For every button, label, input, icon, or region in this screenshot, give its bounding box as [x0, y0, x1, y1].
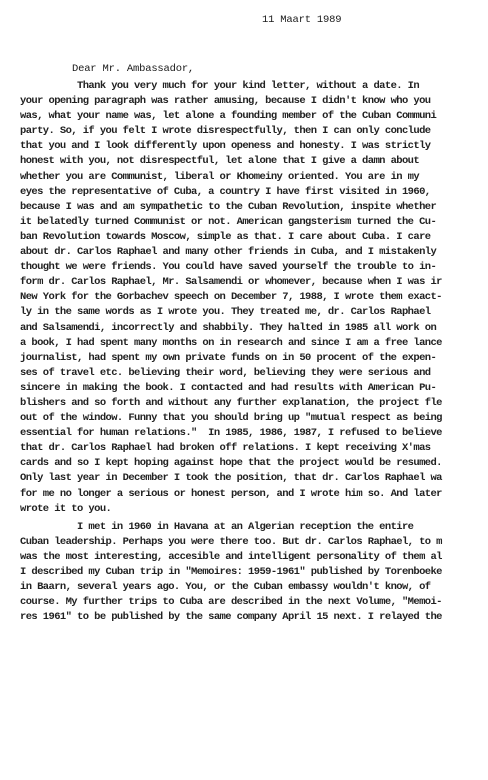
letter-line: about dr. Carlos Raphael and many other friends in Cuba, and I mistakenly — [20, 246, 437, 259]
letter-line: ses of travel etc. believing their word, believing they were serious and — [20, 366, 431, 379]
letter-line: that dr. Carlos Raphael had broken off relations. I kept receiving X'mas — [20, 442, 431, 455]
letter-line: form dr. Carlos Raphael, Mr. Salsamendi or whomever, because when I was ir — [20, 276, 442, 289]
letter-line: eyes the representative of Cuba, a country I have first visited in 1960, — [20, 185, 431, 198]
letter-line: for me no longer a serious or honest person, and I wrote him so. And later — [20, 487, 442, 500]
letter-line: because I was and am sympathetic to the Cuban Revolution, inspite whether — [20, 200, 437, 213]
letter-line: was, what your name was, let alone a founding member of the Cuban Communi — [20, 110, 437, 123]
letter-line: ly in the same words as I wrote you. They treated me, dr. Carlos Raphael — [20, 306, 431, 319]
letter-date: 11 Maart 1989 — [262, 14, 342, 26]
letter-line: course. My further trips to Cuba are described in the next Volume, "Memoi- — [20, 596, 442, 609]
letter-line: blishers and so forth and without any further explanation, the project fle — [20, 396, 442, 409]
letter-line: I met in 1960 in Havana at an Algerian reception the entire — [20, 520, 414, 533]
letter-line: sincere in making the book. I contacted and had results with American Pu- — [20, 381, 437, 394]
letter-line: I described my Cuban trip in "Memoires: 1959-1961" published by Torenboeke — [20, 566, 442, 578]
letter-line: ban Revolution towards Moscow, simple as that. I care about Cuba. I care — [20, 230, 431, 243]
letter-line: thought we were friends. You could have saved yourself the trouble to in- — [20, 261, 437, 274]
letter-line: party. So, if you felt I wrote disrespectfully, then I can only conclude — [20, 125, 431, 138]
letter-line: and Salsamendi, incorrectly and shabbily. They halted in 1985 all work on — [20, 321, 437, 334]
letter-line: Only last year in December I took the position, that dr. Carlos Raphael wa — [20, 472, 442, 485]
letter-line: Cuban leadership. Perhaps you were there too. But dr. Carlos Raphael, to m — [20, 535, 442, 548]
letter-salutation: Dear Mr. Ambassador, — [72, 63, 195, 75]
letter-line: your opening paragraph was rather amusing, because I didn't know who you — [20, 95, 431, 108]
letter-body — [20, 79, 486, 625]
letter-line: cards and so I kept hoping against hope that the project would be resumed. — [20, 457, 442, 470]
letter-line: a book, I had spent many months on in research and since I am a free lance — [20, 336, 442, 349]
letter-line: honest with you, not disrespectful, let alone that I give a damn about — [20, 155, 420, 168]
letter-line: was the most interesting, accesible and intelligent personality of them al — [20, 550, 442, 563]
letter-line: wrote it to you. — [20, 502, 112, 515]
letter-line: journalist, had spent my own private funds on in 50 procent of the expen- — [20, 351, 437, 364]
letter-line: New York for the Gorbachev speech on December 7, 1988, I wrote them exact- — [20, 291, 442, 304]
letter-line: whether you are Communist, liberal or Khomeiny oriented. You are in my — [20, 170, 420, 183]
letter-line: Thank you very much for your kind letter, without a date. In — [20, 80, 420, 92]
letter-line: it belatedly turned Communist or not. American gangsterism turned the Cu- — [20, 215, 437, 228]
letter-line: essential for human relations." In 1985, 1986, 1987, I refused to believe — [20, 427, 442, 440]
letter-line: res 1961" to be published by the same company April 15 next. I relayed the — [20, 611, 442, 624]
letter-line: in Baarn, several years ago. You, or the Cuban embassy wouldn't know, of — [20, 581, 431, 594]
letter-line: out of the window. Funny that you should bring up "mutual respect as being — [20, 412, 442, 425]
letter-line: that you and I look differently upon openess and honesty. I was strictly — [20, 140, 431, 153]
